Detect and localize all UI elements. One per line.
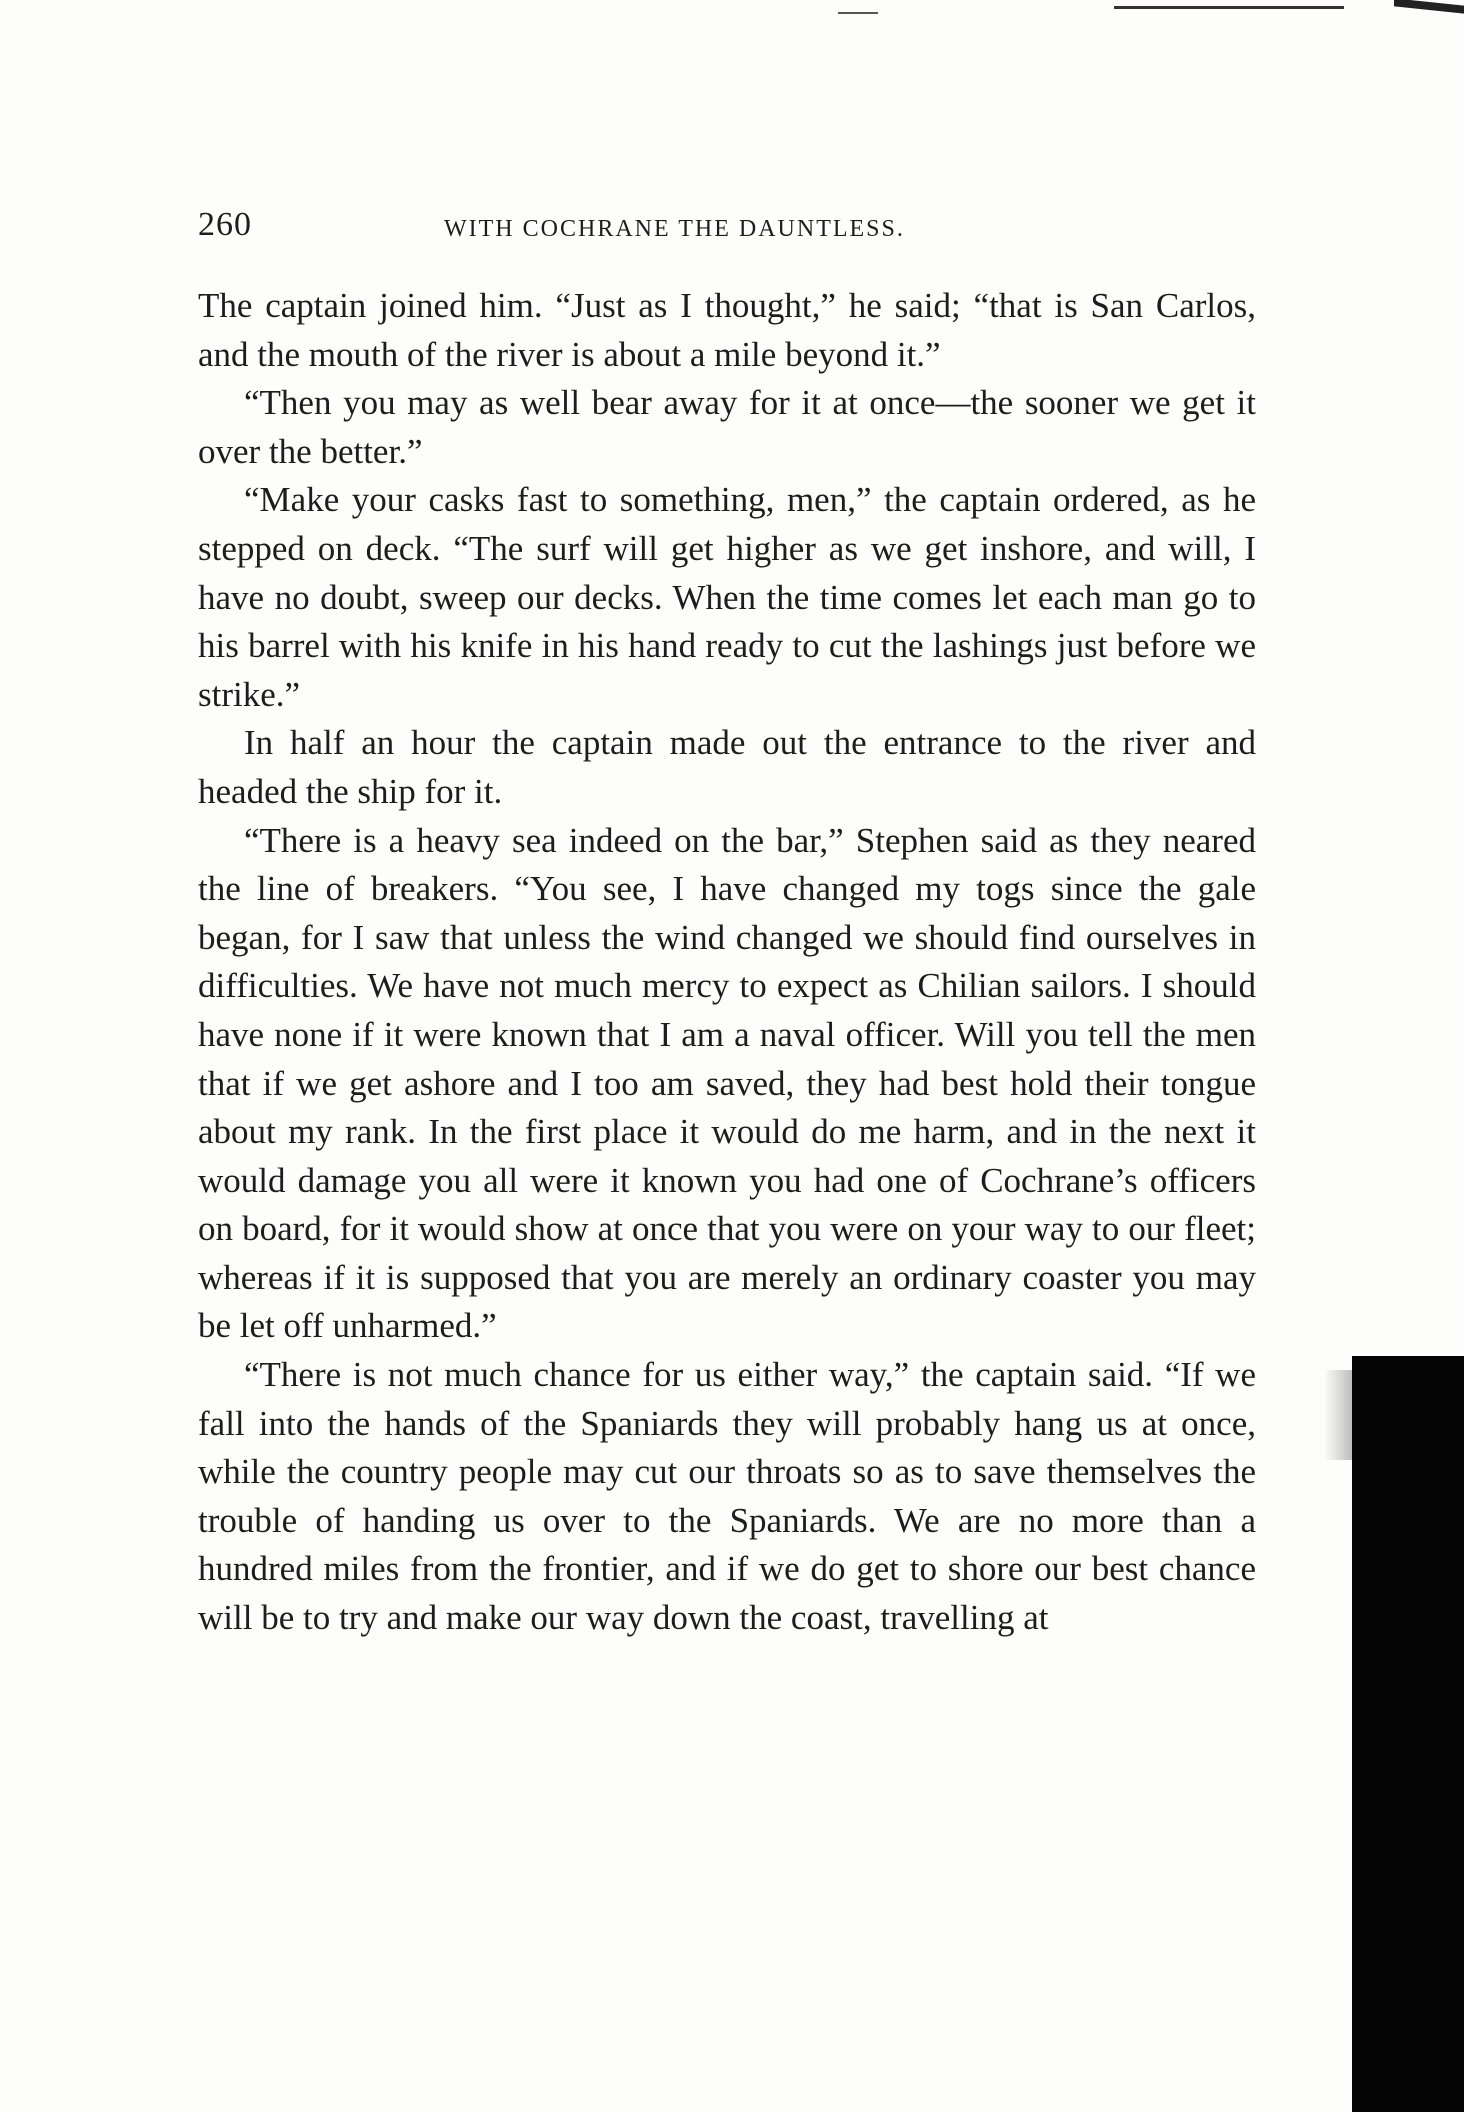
scan-artifact-dash	[838, 12, 878, 14]
paragraph: “Then you may as well bear away for it at once—the sooner we get it over the better.”	[198, 383, 1256, 471]
scan-artifact-corner	[1394, 0, 1464, 14]
paragraph: “Make your casks fast to something, men,” the captain ordered, as he stepped on deck. “The surf will get higher as we get inshore, and will, I have no doubt, sweep our decks. When the time comes let each man go to his barrel with his knife in his hand ready to cut the lashings just before we strike.”	[198, 480, 1256, 714]
paragraph: The captain joined him. “Just as I thought,” he said; “that is San Carlos, and the mouth of the river is about a mile beyond it.”	[198, 286, 1256, 374]
running-title: WITH COCHRANE THE DAUNTLESS.	[444, 216, 905, 242]
scan-artifact-rule	[1114, 6, 1344, 9]
paragraph: “There is not much chance for us either way,” the captain said. “If we fall into the hands of the Spaniards they will probably hang us at once, while the country people may cut our throats so as to save themselves the trouble of handing us over to the Spaniards. We are no more than a hundred miles from the frontier, and if we do get to shore our best chance will be to try and make our way down the coast, travelling at	[198, 1355, 1256, 1638]
running-head	[198, 206, 1256, 256]
page-number: 260	[198, 206, 252, 243]
body-text	[198, 282, 1256, 1643]
paragraph: In half an hour the captain made out the entrance to the river and headed the ship for it.	[198, 723, 1256, 811]
page-edge-shadow	[1352, 1356, 1464, 2112]
paragraph: “There is a heavy sea indeed on the bar,” Stephen said as they neared the line of breakers. “You see, I have changed my togs since the gale began, for I saw that unless the wind changed we should find ourselves in difficulties. We have not much mercy to expect as Chilian sailors. I should have none if it were known that I am a naval officer. Will you tell the men that if we get ashore and I too am saved, they had best hold their tongue about my rank. In the first place it would do me harm, and in the next it would damage you all were it known you had one of Cochrane’s officers on board, for it would show at once that you were on your way to our fleet; whereas if it is supposed that you are merely an ordinary coaster you may be let off unharmed.”	[198, 820, 1256, 1346]
